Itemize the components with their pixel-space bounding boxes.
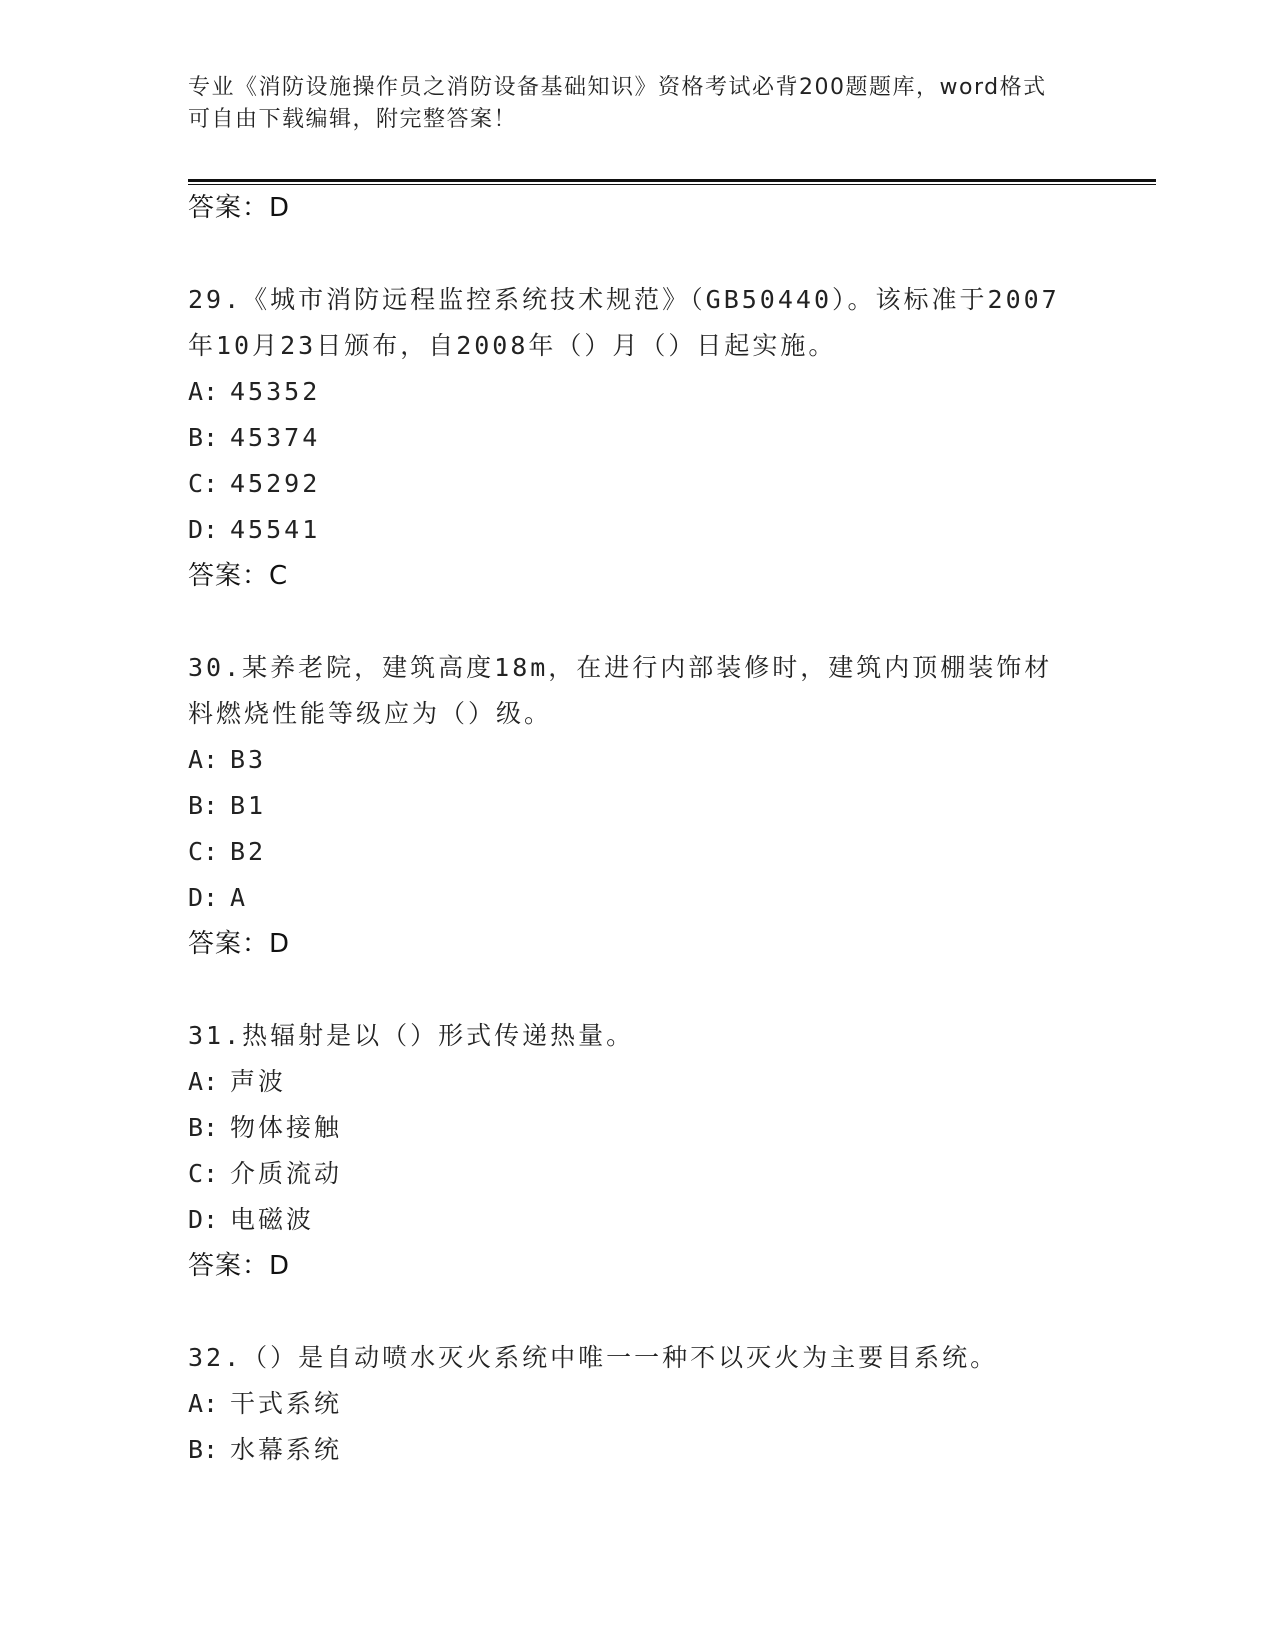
option-a	[188, 1059, 1068, 1105]
option-text: 物体接触	[230, 1113, 343, 1142]
option-text: A	[230, 883, 249, 912]
question-list	[188, 185, 1068, 1473]
option-letter: D:	[188, 883, 219, 912]
answer-line: 答案：C	[188, 561, 289, 591]
option-text: B2	[230, 837, 267, 866]
option-d	[188, 1197, 1068, 1243]
option-c	[188, 829, 1068, 875]
question-text: 29.《城市消防远程监控系统技术规范》（GB50440）。该标准于2007年10月23日颁布，自2008年（）月（）日起实施。	[188, 285, 1060, 360]
option-letter: C:	[188, 837, 219, 866]
option-letter: C:	[188, 1159, 219, 1188]
question-32	[188, 1335, 1068, 1473]
question-31	[188, 1013, 1068, 1289]
header-divider-thick	[188, 179, 1156, 182]
option-c	[188, 461, 1068, 507]
spacer	[188, 967, 1068, 1013]
option-text: 45352	[230, 377, 321, 406]
question-text: 31.热辐射是以（）形式传递热量。	[188, 1021, 635, 1050]
option-letter: D:	[188, 515, 219, 544]
option-b	[188, 1427, 1068, 1473]
option-letter: C:	[188, 469, 219, 498]
option-a	[188, 1381, 1068, 1427]
option-text: 水幕系统	[230, 1435, 343, 1464]
question-text: 30.某养老院，建筑高度18m，在进行内部装修时，建筑内顶棚装饰材料燃烧性能等级应为（）级。	[188, 653, 1053, 728]
option-text: B3	[230, 745, 267, 774]
option-text: 45292	[230, 469, 321, 498]
option-letter: B:	[188, 1435, 219, 1464]
option-text: B1	[230, 791, 267, 820]
option-d	[188, 507, 1068, 553]
option-c	[188, 1151, 1068, 1197]
option-letter: A:	[188, 1389, 219, 1418]
previous-answer: 答案：D	[188, 193, 291, 223]
option-b	[188, 1105, 1068, 1151]
option-letter: A:	[188, 745, 219, 774]
spacer	[188, 599, 1068, 645]
option-text: 45541	[230, 515, 321, 544]
question-29	[188, 277, 1068, 599]
answer-line: 答案：D	[188, 1251, 291, 1281]
option-text: 干式系统	[230, 1389, 343, 1418]
spacer	[188, 1289, 1068, 1335]
option-letter: B:	[188, 1113, 219, 1142]
option-text: 介质流动	[230, 1159, 343, 1188]
option-letter: A:	[188, 1067, 219, 1096]
question-30	[188, 645, 1068, 967]
option-letter: D:	[188, 1205, 219, 1234]
option-b	[188, 783, 1068, 829]
option-b	[188, 415, 1068, 461]
question-text: 32.（）是自动喷水灭火系统中唯一一种不以灭火为主要目系统。	[188, 1343, 999, 1372]
option-text: 声波	[230, 1067, 287, 1096]
option-letter: A:	[188, 377, 219, 406]
answer-line: 答案：D	[188, 929, 291, 959]
document-header: 专业《消防设施操作员之消防设备基础知识》资格考试必背200题题库，word格式可自由下载编辑，附完整答案！	[188, 75, 1047, 132]
option-letter: B:	[188, 423, 219, 452]
option-letter: B:	[188, 791, 219, 820]
option-d	[188, 875, 1068, 921]
option-a	[188, 737, 1068, 783]
spacer	[188, 231, 1068, 277]
option-text: 45374	[230, 423, 321, 452]
option-text: 电磁波	[230, 1205, 315, 1234]
option-a	[188, 369, 1068, 415]
